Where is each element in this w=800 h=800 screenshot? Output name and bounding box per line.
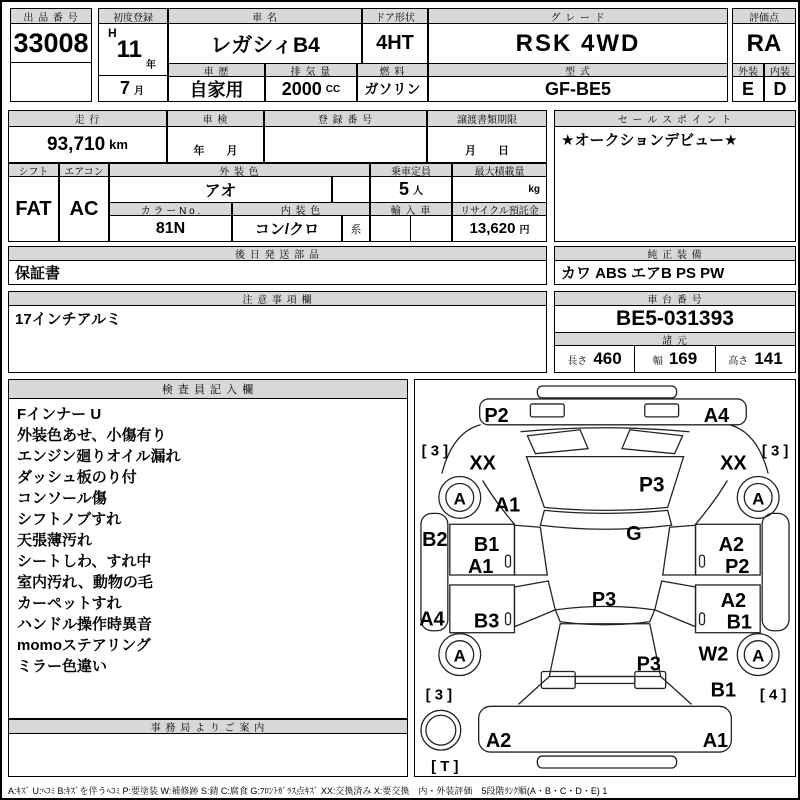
recycle-deposit-unit: 円 xyxy=(519,225,530,236)
lot-number-value: 33008 xyxy=(10,23,92,63)
damage-code-label: B1 xyxy=(726,611,753,634)
car-name-value: レガシィB4 xyxy=(168,23,362,64)
mileage-number: 93,710 xyxy=(47,133,106,155)
transfer-deadline-value: 月 日 xyxy=(427,126,547,163)
later-parts-value: 保証書 xyxy=(8,260,547,285)
grade-value: RSK 4WD xyxy=(428,23,728,64)
inspector-note-item: 天張薄汚れ xyxy=(17,532,93,549)
oem-equipment-value: カワ ABS エアB PS PW xyxy=(554,260,796,285)
mileage-unit: km xyxy=(109,137,128,152)
color-number-header: カ ラ ー N o . xyxy=(109,202,232,216)
capacity-unit: 人 xyxy=(413,186,423,197)
car-history-header: 車 歴 xyxy=(168,63,265,77)
displacement-header: 排 気 量 xyxy=(265,63,357,77)
recycle-deposit-header: リサイクル預託金 xyxy=(452,202,547,216)
office-notice-value xyxy=(8,733,408,777)
damage-code-label: [ 3 ] xyxy=(425,686,453,704)
lot-number-header: 出 品 番 号 xyxy=(10,8,92,24)
exterior-grade-value: E xyxy=(732,76,764,102)
registration-number-header: 登 録 番 号 xyxy=(264,110,427,127)
capacity-header: 乗車定員 xyxy=(370,163,452,177)
damage-code-label: A1 xyxy=(467,556,494,579)
damage-code-label: A4 xyxy=(703,404,730,427)
inspector-notes-list xyxy=(8,398,408,719)
damage-code-label: W2 xyxy=(698,643,729,666)
lot-number-empty-cell xyxy=(10,62,92,102)
damage-code-label: P2 xyxy=(725,556,750,579)
chassis-number-header: 車 台 番 号 xyxy=(554,291,796,306)
damage-code-label: XX xyxy=(469,452,496,475)
damage-code-label: A1 xyxy=(494,494,521,517)
interior-grade-header: 内装 xyxy=(764,63,796,77)
sales-point-value: ★オークションデビュー★ xyxy=(554,126,796,242)
recycle-deposit-value xyxy=(452,215,547,242)
damage-code-label: B2 xyxy=(422,529,448,552)
era-letter: H xyxy=(107,26,117,40)
damage-code-label: A2 xyxy=(718,534,745,557)
damage-code-label: A2 xyxy=(485,730,512,753)
first-registration-month xyxy=(98,75,168,102)
mileage-header: 走 行 xyxy=(8,110,167,127)
interior-color-value: コン/クロ xyxy=(232,215,342,242)
specs-header: 諸 元 xyxy=(554,332,796,346)
oem-equipment-header: 純 正 装 備 xyxy=(554,246,796,261)
first-registration-year xyxy=(98,23,168,76)
shaken-header: 車 検 xyxy=(167,110,264,127)
damage-code-label: P3 xyxy=(636,653,661,676)
spec-width-label: 幅 xyxy=(652,355,663,367)
car-name-header: 車 名 xyxy=(168,8,362,24)
damage-code-label: A2 xyxy=(720,589,747,612)
spec-height xyxy=(715,345,796,373)
inspector-note-item: momoステアリング xyxy=(17,637,151,654)
damage-code-label: A1 xyxy=(702,730,729,753)
registration-number-value xyxy=(264,126,427,163)
aircon-header: エアコン xyxy=(59,163,109,177)
first-registration-header: 初度登録 xyxy=(98,8,168,24)
mileage-value xyxy=(8,126,167,163)
damage-code-label: A xyxy=(453,646,466,666)
shift-value: FAT xyxy=(8,176,59,242)
damage-code-label: B3 xyxy=(473,610,500,633)
inspector-note-item: 外装色あせ、小傷有り xyxy=(17,427,167,444)
displacement-value xyxy=(265,76,357,102)
displacement-unit: CC xyxy=(325,83,341,95)
score-value: RA xyxy=(732,23,796,64)
damage-code-label: A xyxy=(752,489,765,509)
car-diagram-svg xyxy=(415,379,795,777)
damage-code-legend: A:ｷｽﾞ U:ﾍｺﾐ B:ｷｽﾞを伴うﾍｺﾐ P:要塗装 W:補修跡 S:錆 C:腐食 G:ﾌﾛﾝﾄｶﾞﾗｽ点ｷｽﾞ XX:交換済み X:要交換 内・外装評価 5段階ﾗﾝｸ順(A・B・C・D・E) 1 xyxy=(8,786,608,796)
inspector-note-item: シフトノブすれ xyxy=(17,511,122,528)
grade-header: グ レ ー ド xyxy=(428,8,728,24)
inspector-note-item: ダッシュ板のり付 xyxy=(17,469,137,486)
door-shape-value: 4HT xyxy=(362,23,428,64)
max-load-value: kg xyxy=(452,176,547,203)
door-shape-header: ドア形状 xyxy=(362,8,428,24)
spec-length xyxy=(554,345,635,373)
damage-code-label: [ T ] xyxy=(431,757,459,775)
year-number: 11 xyxy=(116,35,143,63)
exterior-grade-header: 外装 xyxy=(732,63,764,77)
caution-notes-header: 注 意 事 項 欄 xyxy=(8,291,547,306)
capacity-value xyxy=(370,176,452,203)
damage-code-label: P3 xyxy=(591,588,617,611)
recycle-deposit-number: 13,620 xyxy=(469,220,516,237)
inspector-note-item: カーペットすれ xyxy=(17,595,122,612)
spec-length-label: 長さ xyxy=(567,355,588,367)
month-number: 7 xyxy=(119,78,130,98)
damage-code-label: [ 4 ] xyxy=(759,686,787,704)
damage-code-label: G xyxy=(626,523,642,546)
exterior-color-header: 外 装 色 xyxy=(109,163,370,177)
car-diagram-box xyxy=(414,379,796,777)
capacity-number: 5 xyxy=(398,179,409,199)
later-parts-header: 後 日 発 送 部 品 xyxy=(8,246,547,261)
import-car-cell-2 xyxy=(410,215,452,242)
aircon-value: AC xyxy=(59,176,109,242)
interior-grade-value: D xyxy=(764,76,796,102)
displacement-number: 2000 xyxy=(281,78,322,99)
color-number-value: 81N xyxy=(109,215,232,242)
inspector-note-item: シートしわ、すれ中 xyxy=(17,553,152,570)
shaken-value: 年 月 xyxy=(167,126,264,163)
inspector-note-item: 室内汚れ、動物の毛 xyxy=(17,574,153,591)
office-notice-header: 事 務 局 よ り ご 案 内 xyxy=(8,719,408,734)
damage-code-label: P2 xyxy=(484,404,509,427)
spec-width-value: 169 xyxy=(668,349,698,368)
fuel-value: ガソリン xyxy=(357,76,428,102)
damage-code-label: A xyxy=(453,489,466,509)
inspector-note-item: Fインナー U xyxy=(17,406,102,423)
spec-width xyxy=(634,345,716,373)
inspector-note-item: ミラー色違い xyxy=(17,658,108,675)
damage-code-label: [ 3 ] xyxy=(761,442,789,460)
import-car-header: 輸 入 車 xyxy=(370,202,452,216)
max-load-header: 最大積載量 xyxy=(452,163,547,177)
damage-code-label: B1 xyxy=(473,534,500,557)
exterior-color-value: アオ xyxy=(109,176,332,203)
transfer-deadline-header: 譲渡書類期限 xyxy=(427,110,547,127)
spec-length-value: 460 xyxy=(593,349,622,368)
damage-code-label: A xyxy=(752,646,765,666)
sales-point-header: セ ー ル ス ポ イ ン ト xyxy=(554,110,796,127)
month-unit: 月 xyxy=(134,86,144,97)
year-unit: 年 xyxy=(146,60,157,71)
interior-color-suffix: 系 xyxy=(342,215,370,242)
inspector-note-item: ハンドル操作時異音 xyxy=(17,616,153,633)
car-history-value: 自家用 xyxy=(168,76,265,102)
damage-code-label: XX xyxy=(720,452,747,475)
caution-notes-value: 17インチアルミ xyxy=(8,305,547,373)
fuel-header: 燃 料 xyxy=(357,63,428,77)
damage-code-label: A4 xyxy=(419,608,445,631)
damage-code-label: [ 3 ] xyxy=(421,442,449,460)
shift-header: シフト xyxy=(8,163,59,177)
import-car-cell-1 xyxy=(370,215,411,242)
damage-code-label: B1 xyxy=(710,679,737,702)
inspector-note-item: コンソール傷 xyxy=(17,490,107,507)
damage-code-label: P3 xyxy=(638,473,665,497)
inspector-note-item: エンジン廻りオイル漏れ xyxy=(17,448,181,465)
chassis-number-value: BE5-031393 xyxy=(554,305,796,333)
exterior-color-empty-cell xyxy=(332,176,370,203)
spec-height-value: 141 xyxy=(754,349,783,368)
interior-color-header: 内 装 色 xyxy=(232,202,370,216)
model-code-value: GF-BE5 xyxy=(428,76,728,102)
inspector-notes-header: 検 査 員 記 入 欄 xyxy=(8,379,408,399)
score-header: 評価点 xyxy=(732,8,796,24)
model-code-header: 型 式 xyxy=(428,63,728,77)
spec-height-label: 高さ xyxy=(728,355,749,367)
